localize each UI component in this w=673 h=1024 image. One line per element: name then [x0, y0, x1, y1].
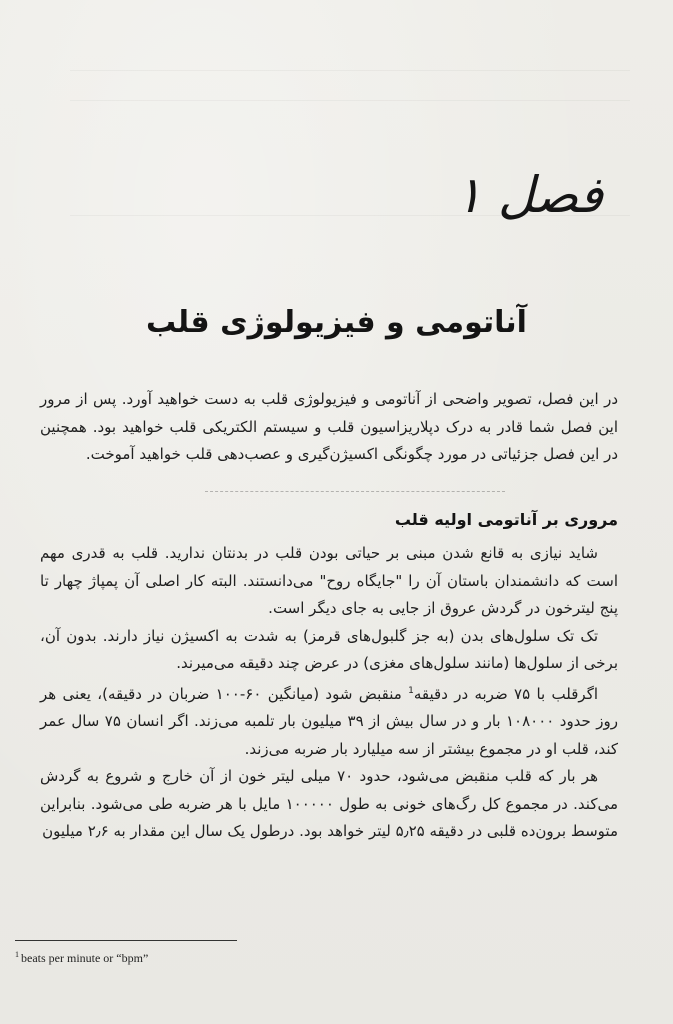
intro-text: در این فصل، تصویر واضحی از آناتومی و فیزیولوژی قلب به دست خواهید آورد. پس از مرور این فصل شما قادر به درک دپلاریزاسیون قلب و سیستم الکتریکی قلب خواهید بود. همچنین در این فصل جزئیاتی در مورد چگونگی اکسیژن‌گیری و عصب‌دهی قلب خواهید آموخت.: [40, 390, 618, 463]
body-paragraph: شاید نیازی به قانع شدن مبنی بر حیاتی بودن قلب در بدنتان ندارید. قلب به قدری مهم است که دانشمندان باستان آن را "جایگاه روح" می‌دانستند. البته کار اصلی آن پمپاژ چهار تا پنج لیترخون در گردش عروق از جایی به جای دیگر است.: [40, 544, 618, 617]
section-body: [40, 540, 618, 846]
bleed-through-line: [70, 70, 630, 71]
body-paragraph: [40, 678, 618, 764]
footnote-rule: [15, 940, 237, 941]
footnote: [15, 950, 148, 966]
body-paragraph-text: اگرقلب با ۷۵ ضربه در دقیقه$^1$ منقبض شود (میانگین ۶۰-۱۰۰ ضربان در دقیقه)، یعنی هر روز حدود ۱۰۸۰۰۰ بار و در سال بیش از ۳۹ میلیون بار تلمبه می‌زند. اگر انسان ۷۵ سال عمر کند، قلب او در مجموع بیشتر از سه میلیارد بار ضربه می‌زند.: [40, 684, 618, 758]
footnote-marker: 1: [408, 685, 414, 696]
footnote-text: beats per minute or “bpm”: [21, 951, 149, 965]
section-heading: مروری بر آناتومی اولیه قلب: [394, 510, 618, 529]
intro-paragraph: [40, 386, 618, 469]
chapter-label: فصل ۱: [455, 166, 603, 224]
page-title: آناتومی و فیزیولوژی قلب: [146, 305, 527, 340]
body-paragraph: تک تک سلول‌های بدن (به جز گلبول‌های قرمز) به شدت به اکسیژن نیاز دارند. بدون آن، برخی از سلول‌ها (مانند سلول‌های مغزی) در عرض چند دقیقه می‌میرند.: [40, 626, 618, 672]
bleed-through-line: [70, 100, 630, 101]
section-divider: [205, 491, 505, 492]
body-paragraph: هر بار که قلب منقبض می‌شود، حدود ۷۰ میلی لیتر خون از آن خارج و شروع به گردش می‌کند. در مجموع کل رگ‌های خونی به طول ۱۰۰۰۰۰ مایل با هر ضربه طی می‌شود. بنابراین متوسط برون‌ده قلبی در دقیقه ۵٫۲۵ لیتر خواهد بود. درطول یک سال این مقدار به ۲٫۶ میلیون: [40, 767, 619, 840]
footnote-number: 1: [15, 950, 19, 959]
